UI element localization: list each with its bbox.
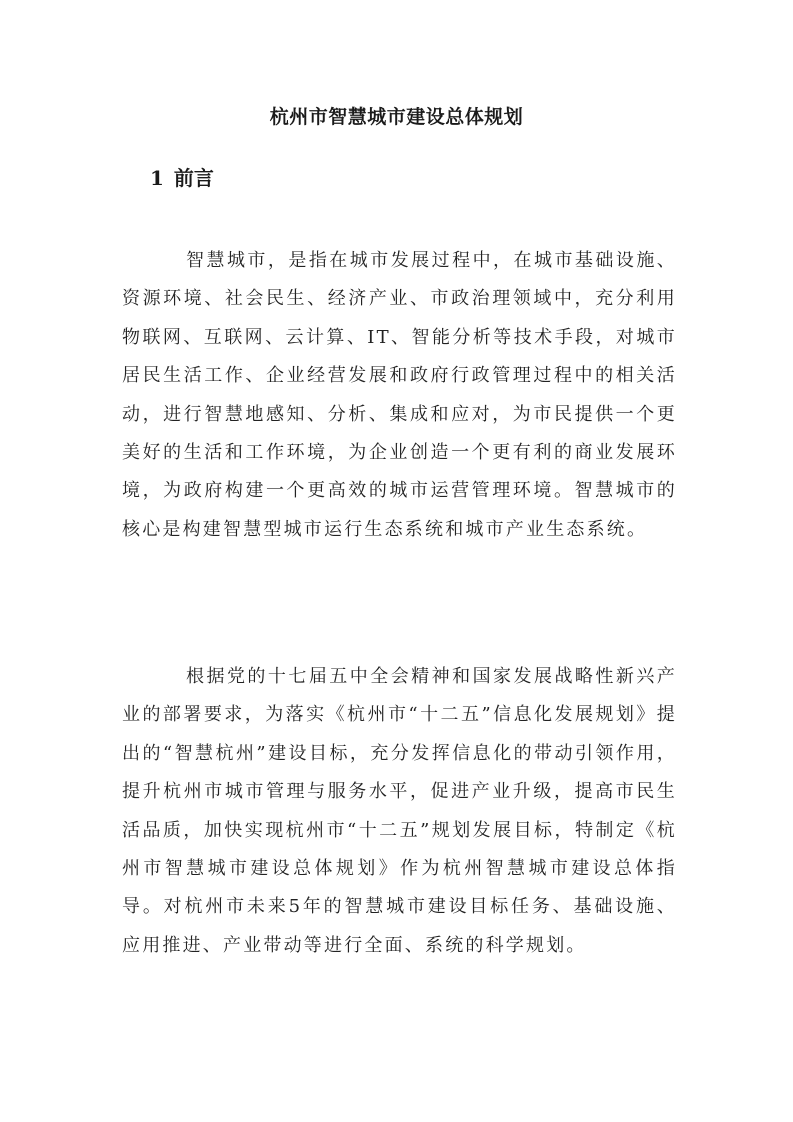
section-number: 1 — [150, 166, 164, 190]
body-paragraph-1: 智慧城市，是指在城市发展过程中，在城市基础设施、资源环境、社会民生、经济产业、市政治理领域中，充分利用物联网、互联网、云计算、IT、智能分析等技术手段，对城市居民生活工作、企业经营发展和政府行政管理过程中的相关活动，进行智慧地感知、分析、集成和应对，为市民提供一个更美好的生活和工作环境，为企业创造一个更有利的商业发展环境，为政府构建一个更高效的城市运营管理环境。智慧城市的核心是构建智慧型城市运行生态系统和城市产业生态系统。 — [122, 250, 677, 540]
section-title: 前言 — [173, 166, 214, 190]
document-title: 杭州市智慧城市建设总体规划 — [269, 106, 524, 128]
body-paragraph-2: 根据党的十七届五中全会精神和国家发展战略性新兴产业的部署要求，为落实《杭州市“十二五”信息化发展规划》提出的“智慧杭州”建设目标，充分发挥信息化的带动引领作用，提升杭州市城市管理与服务水平，促进产业升级，提高市民生活品质，加快实现杭州市“十二五”规划发展目标，特制定《杭州市智慧城市建设总体规划》作为杭州智慧城市建设总体指导。对杭州市未来5年的智慧城市建设目标任务、基础设施、应用推进、产业带动等进行全面、系统的科学规划。 — [122, 666, 677, 956]
section-heading — [150, 162, 214, 191]
